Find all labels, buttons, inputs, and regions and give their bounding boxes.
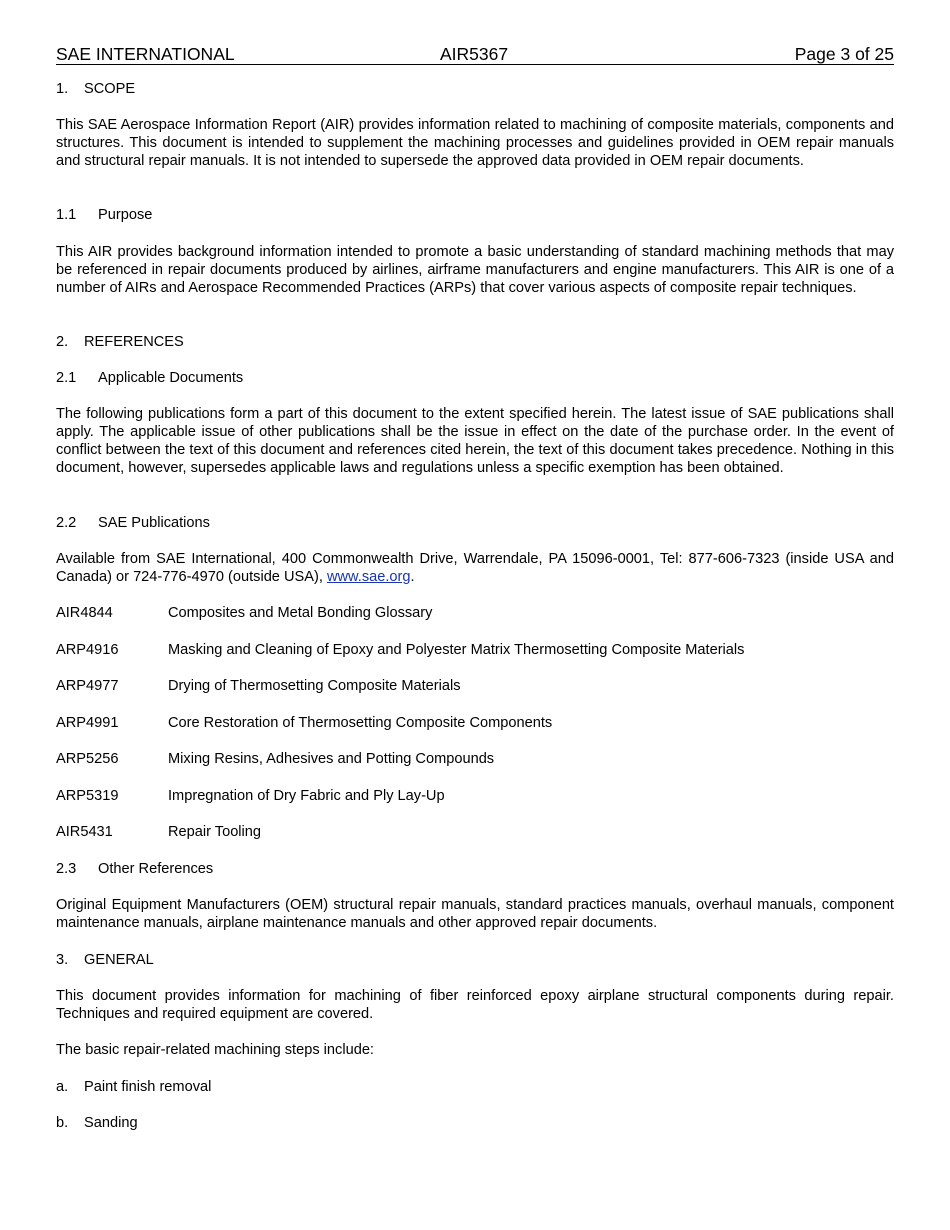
publication-title: Masking and Cleaning of Epoxy and Polyester Matrix Thermosetting Composite Materials — [168, 642, 745, 658]
publication-code: AIR5431 — [56, 824, 113, 840]
list-item — [56, 1114, 894, 1132]
list-item-label: a. — [56, 1079, 69, 1095]
other-references-paragraph: Original Equipment Manufacturers (OEM) structural repair manuals, standard practices manuals, overhaul manuals, component maintenance manuals, airplane maintenance manuals and other approved repair documents. — [56, 897, 894, 931]
section-2-2-heading — [56, 514, 894, 532]
publication-code: ARP4977 — [56, 678, 119, 694]
publication-code: AIR4844 — [56, 605, 113, 621]
section-1-heading — [56, 80, 894, 98]
publication-row — [56, 604, 894, 622]
section-number: 1. — [56, 81, 69, 97]
list-item-text: Sanding — [84, 1115, 138, 1131]
section-title: Purpose — [98, 207, 153, 223]
section-2-heading — [56, 333, 894, 351]
sae-publications-paragraph — [56, 550, 894, 586]
header-organization: SAE INTERNATIONAL — [56, 44, 235, 64]
list-item — [56, 1078, 894, 1096]
publication-code: ARP4916 — [56, 642, 119, 658]
list-item-text: Paint finish removal — [84, 1079, 212, 1095]
section-number: 2.3 — [56, 861, 77, 877]
publication-row — [56, 641, 894, 659]
period: . — [410, 569, 415, 585]
section-title: SCOPE — [84, 81, 136, 97]
header-page-number: Page 3 of 25 — [794, 44, 894, 64]
page-header — [56, 44, 894, 65]
section-number: 1.1 — [56, 207, 77, 223]
section-2-3-heading — [56, 860, 894, 878]
section-number: 3. — [56, 952, 69, 968]
section-title: REFERENCES — [84, 334, 184, 350]
general-paragraph: This document provides information for machining of fiber reinforced epoxy airplane structural components during repair. Techniques and required equipment are covered. — [56, 988, 894, 1022]
publication-code: ARP4991 — [56, 715, 119, 731]
publication-code: ARP5256 — [56, 751, 119, 767]
section-2-1-heading — [56, 369, 894, 387]
machining-steps-intro: The basic repair-related machining steps include: — [56, 1042, 374, 1058]
publication-row — [56, 677, 894, 695]
header-document-number: AIR5367 — [440, 44, 509, 64]
section-number: 2.2 — [56, 515, 77, 531]
section-title: SAE Publications — [98, 515, 210, 531]
section-number: 2.1 — [56, 370, 77, 386]
section-3-heading — [56, 951, 894, 969]
applicable-documents-paragraph: The following publications form a part of this document to the extent specified herein. The latest issue of SAE publications shall apply. The applicable issue of other publications shall be the issue in effect on the date of the purchase order. In the event of conflict between the text of this document and references cited herein, the text of this document takes precedence. Nothing in this document, however, supersedes applicable laws and regulations unless a specific exemption has been obtained. — [56, 406, 894, 476]
section-number: 2. — [56, 334, 69, 350]
publication-title: Repair Tooling — [168, 824, 262, 840]
publication-code: ARP5319 — [56, 788, 119, 804]
section-1-1-heading — [56, 206, 894, 224]
publication-title: Composites and Metal Bonding Glossary — [168, 605, 433, 621]
sae-website-link[interactable]: www.sae.org — [326, 569, 411, 585]
publication-title: Core Restoration of Thermosetting Composite Components — [168, 715, 553, 731]
scope-paragraph: This SAE Aerospace Information Report (AIR) provides information related to machining of composite materials, components and structures. This document is intended to supplement the machining processes and guidelines provided in OEM repair manuals and structural repair manuals. It is not intended to supersede the approved data provided in OEM repair documents. — [56, 117, 894, 169]
section-title: Other References — [98, 861, 214, 877]
section-title: Applicable Documents — [98, 370, 244, 386]
publication-title: Mixing Resins, Adhesives and Potting Compounds — [168, 751, 495, 767]
publication-title: Impregnation of Dry Fabric and Ply Lay-Up — [168, 788, 445, 804]
section-title: GENERAL — [84, 952, 154, 968]
publication-row — [56, 787, 894, 805]
publication-row — [56, 750, 894, 768]
purpose-paragraph: This AIR provides background information intended to promote a basic understanding of standard machining methods that may be referenced in repair documents produced by airlines, airframe manufacturers and engine manufacturers. This AIR is one of a number of AIRs and Aerospace Recommended Practices (ARPs) that cover various aspects of composite repair techniques. — [56, 244, 894, 296]
list-item-label: b. — [56, 1115, 69, 1131]
publication-row — [56, 823, 894, 841]
publication-row — [56, 714, 894, 732]
publication-title: Drying of Thermosetting Composite Materials — [168, 678, 461, 694]
availability-text: Available from SAE International, 400 Commonwealth Drive, Warrendale, PA 15096-0001, Tel: 877-606-7323 (inside USA and Canada) or 724-776-4970 (outside USA), — [56, 551, 894, 585]
